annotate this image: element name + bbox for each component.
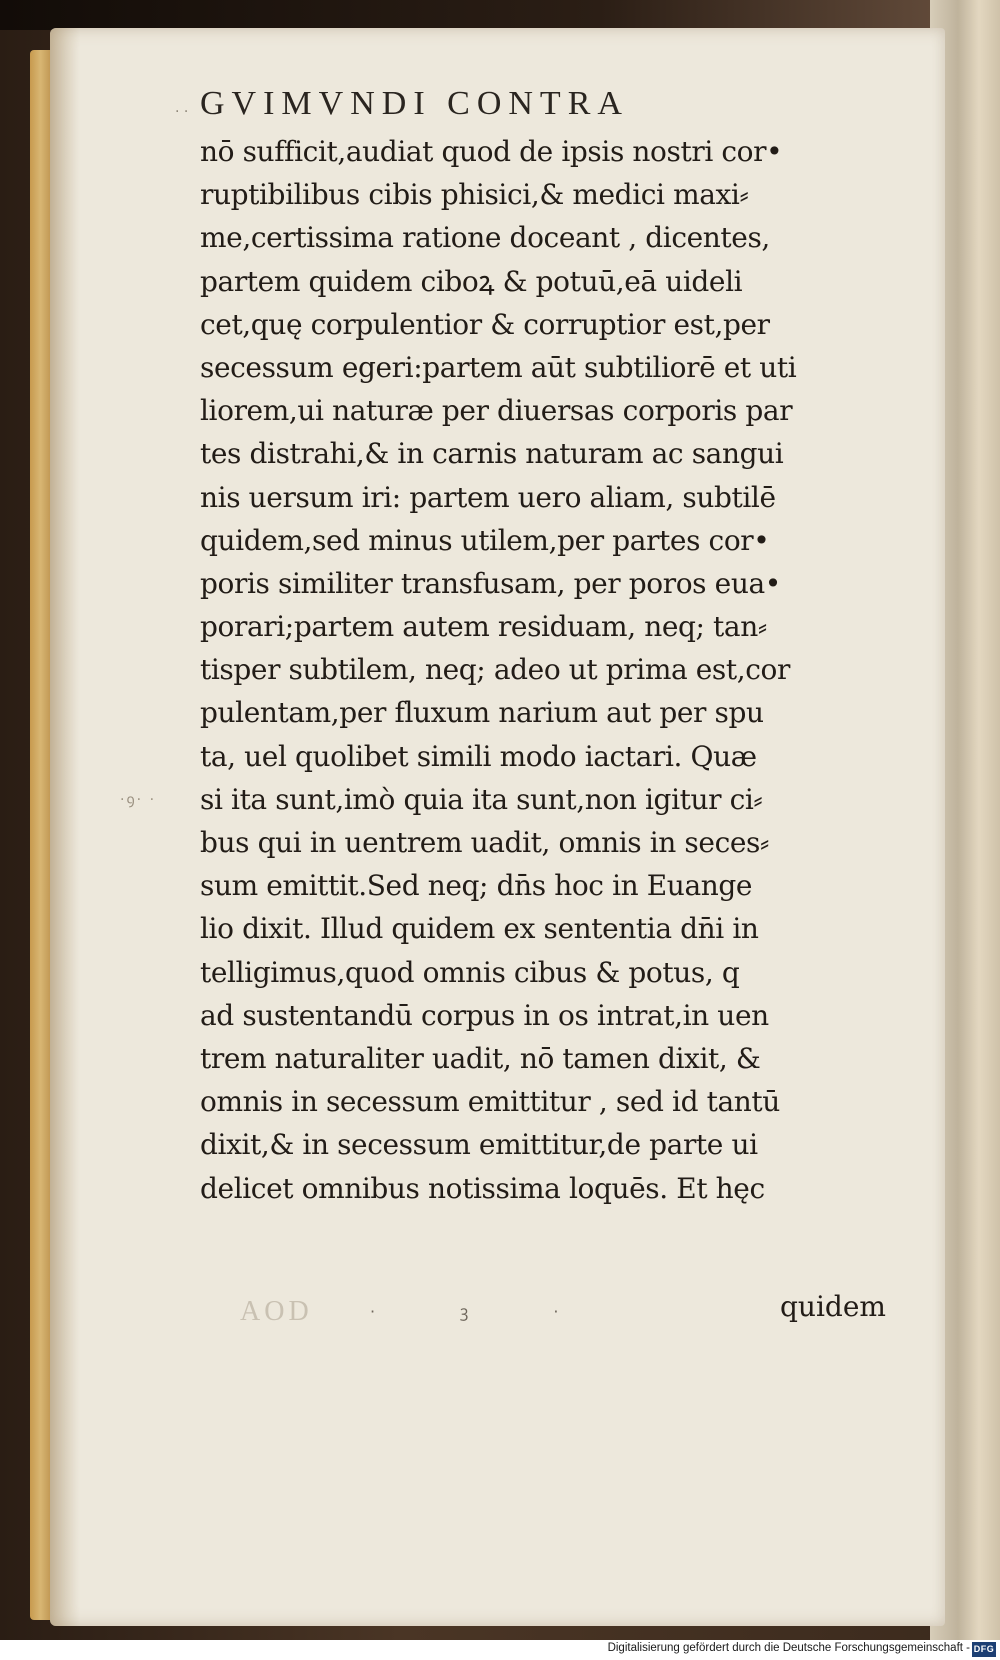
top-edge [0,0,1000,30]
dfg-logo-icon: DFG [972,1642,996,1657]
text-line: omnis in secessum emittitur , sed id tantū [200,1085,780,1119]
text-line: me,certissima ratione doceant , dicentes, [200,221,770,255]
catchword: quidem [780,1290,886,1323]
text-block [200,130,900,1210]
text-line: poris similiter transfusam, per poros eua• [200,566,781,600]
text-line: si ita sunt,imò quia ita sunt,non igitur ci⸗ [200,782,763,816]
text-line: dixit,& in secessum emittitur,de parte ui [200,1128,758,1162]
text-line: quidem,sed minus utilem,per partes cor• [200,523,770,557]
text-line: delicet omnibus notissima loquēs. Et hęc [200,1171,765,1205]
text-line: telligimus,quod omnis cibus & potus, q [200,955,740,989]
text-line: porari;partem autem residuam, neq; tan⸗ [200,610,767,644]
head-dots: . . [175,100,189,116]
text-line: partem quidem ciboꝝ & potuū,eā uideli [200,264,743,298]
text-line: liorem,ui naturæ per diuersas corporis par [200,394,793,428]
text-line: secessum egeri:partem aūt subtiliorē et uti [200,350,797,384]
text-line: trem naturaliter uadit, nō tamen dixit, & [200,1041,761,1075]
text-line: nis uersum iri: partem uero aliam, subtilē [200,480,776,514]
text-line: ta, uel quolibet simili modo iactari. Quæ [200,739,757,773]
text-line: sum emittit.Sed neq; dn̄s hoc in Euange [200,869,753,903]
bleed-through-text: AOD [240,1296,313,1327]
text-line: ruptibilibus cibis phisici,& medici maxi⸗ [200,178,749,212]
text-line: pulentam,per fluxum narium aut per spu [200,696,764,730]
footer-credit: Digitalisierung gefördert durch die Deutsche Forschungsgemeinschaft - [607,1642,970,1654]
text-line: bus qui in uentrem uadit, omnis in seces⸗ [200,826,769,859]
footer-bar [0,1640,1000,1660]
running-head: GVIMVNDI CONTRA [200,85,629,122]
text-line: lio dixit. Illud quidem ex sententia dn̄i in [200,912,759,946]
ink-specks: · ꝫ · [370,1302,599,1321]
gutter-shadow [50,28,80,1626]
text-line: tes distrahi,& in carnis naturam ac sangui [200,437,784,471]
text-line: ad sustentandū corpus in os intrat,in uen [200,998,769,1032]
text-line: cet,quę corpulentior & corruptior est,per [200,307,770,341]
margin-mark: ·ꝯ· · [120,792,157,808]
text-line: nō sufficit,audiat quod de ipsis nostri cor• [200,135,783,168]
text-line: tisper subtilem, neq; adeo ut prima est,cor [200,653,790,687]
